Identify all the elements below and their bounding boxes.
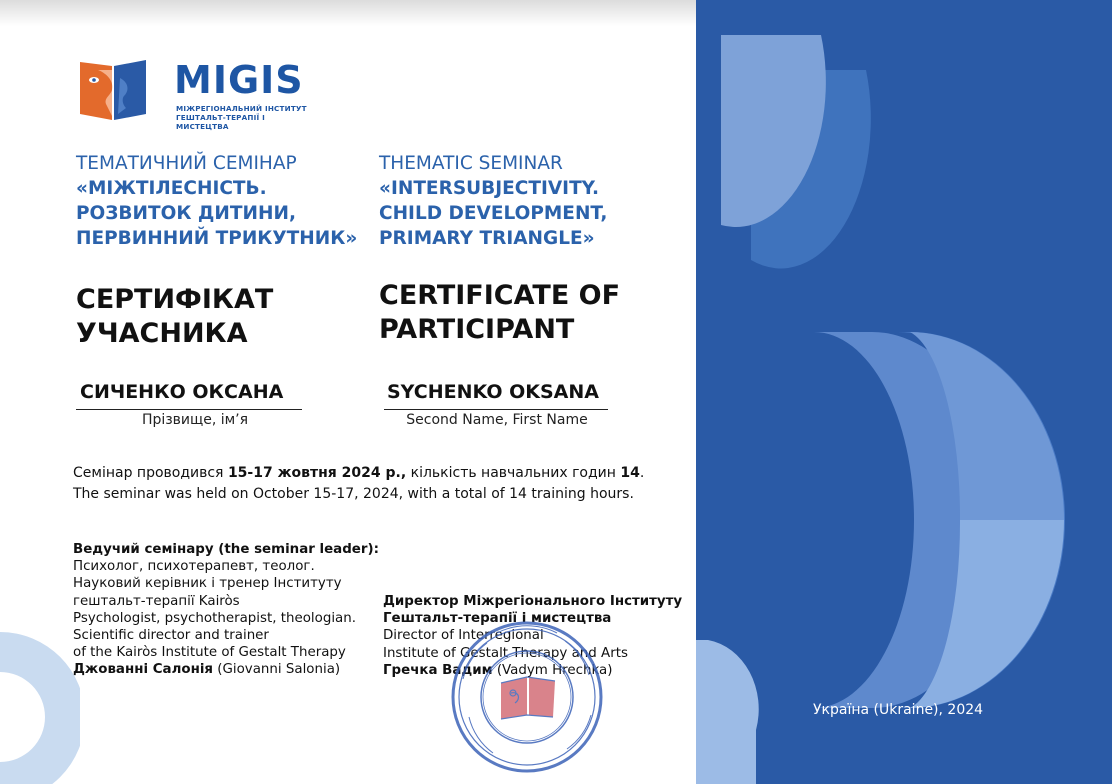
seminar-leader-block xyxy=(73,541,403,679)
seminar-title-line: «INTERSUBJECTIVITY. xyxy=(379,178,600,199)
director-line: Institute of Gestalt Therapy and Arts xyxy=(383,645,628,661)
participant-name-uk: СИЧЕНКО ОКСАНА xyxy=(80,381,284,403)
leader-line: of the Kairòs Institute of Gestalt Therapy xyxy=(73,645,346,661)
leader-line: Scientific director and trainer xyxy=(73,628,269,644)
decorative-shapes xyxy=(696,0,1112,784)
participant-name-en: SYCHENKO OKSANA xyxy=(387,381,599,403)
seminar-details-uk xyxy=(73,465,644,481)
seminar-title-line: CHILD DEVELOPMENT, xyxy=(379,203,608,224)
logo-subtitle xyxy=(176,104,318,131)
seminar-kind: THEMATIC SEMINAR xyxy=(379,153,563,174)
details-text: Семінар проводився xyxy=(73,465,228,481)
leader-line: Науковий керівник і тренер Інституту xyxy=(73,576,342,592)
director-heading: Гештальт-терапії і мистецтва xyxy=(383,611,612,627)
name-underline xyxy=(384,409,608,410)
director-name-en: (Vadym Hrechka) xyxy=(492,662,613,678)
certificate-heading-line: СЕРТИФІКАТ xyxy=(76,284,274,315)
certificate-heading-line: PARTICIPANT xyxy=(379,314,575,345)
seminar-title-line: РОЗВИТОК ДИТИНИ, xyxy=(76,203,296,224)
logo-book-face-icon xyxy=(78,56,148,122)
certificate-heading-line: УЧАСНИКА xyxy=(76,318,248,349)
certificate-heading-uk xyxy=(76,283,356,351)
left-decorative-arc xyxy=(0,632,80,784)
certificate-heading-line: CERTIFICATE OF xyxy=(379,280,621,311)
name-underline xyxy=(76,409,302,410)
top-shadow xyxy=(0,0,696,26)
leader-line: Психолог, психотерапевт, теолог. xyxy=(73,559,315,575)
details-text: . xyxy=(639,465,645,481)
director-name-uk: Гречка Вадим xyxy=(383,662,493,678)
logo-subtitle-line: МІЖРЕГІОНАЛЬНИЙ ІНСТИТУТ xyxy=(176,104,307,113)
leader-line: гештальт-терапії Kairòs xyxy=(73,593,240,609)
institute-seal-stamp xyxy=(449,619,605,775)
seminar-title-uk xyxy=(76,151,376,251)
seminar-title-line: PRIMARY TRIANGLE» xyxy=(379,228,595,249)
director-line: Director of Interregional xyxy=(383,628,544,644)
training-hours: 14 xyxy=(620,465,640,481)
seminar-dates: 15-17 жовтня 2024 р., xyxy=(227,465,407,481)
leader-heading: Ведучий семінару (the seminar leader): xyxy=(73,542,379,557)
logo-wordmark: MIGIS xyxy=(174,58,304,102)
seminar-title-line: ПЕРВИННИЙ ТРИКУТНИК» xyxy=(76,228,358,249)
name-caption-uk: Прізвище, ім’я xyxy=(141,412,249,428)
leader-name-en: (Giovanni Salonia) xyxy=(213,662,341,678)
seminar-title-line: «МІЖТІЛЕСНІСТЬ. xyxy=(76,178,267,199)
leader-name-uk: Джованні Салонія xyxy=(73,662,214,678)
certificate-heading-en xyxy=(379,279,679,347)
director-heading: Директор Міжрегіонального Інституту xyxy=(383,594,683,609)
leader-line: Psychologist, psychotherapist, theologian. xyxy=(73,610,356,626)
leader-name xyxy=(73,661,403,678)
seminar-title-en xyxy=(379,151,679,251)
migis-logo xyxy=(78,56,318,131)
seminar-details-en: The seminar was held on October 15-17, 2024, with a total of 14 training hours. xyxy=(73,486,634,502)
country-year: Україна (Ukraine), 2024 xyxy=(813,702,984,718)
seminar-kind: ТЕМАТИЧНИЙ СЕМІНАР xyxy=(76,153,297,174)
name-caption-en: Second Name, First Name xyxy=(406,412,588,428)
details-text: кількість навчальних годин xyxy=(406,465,621,481)
decorative-blue-panel xyxy=(696,0,1112,784)
logo-subtitle-line: ГЕШТАЛЬТ-ТЕРАПІЇ І МИСТЕЦТВА xyxy=(176,113,265,131)
